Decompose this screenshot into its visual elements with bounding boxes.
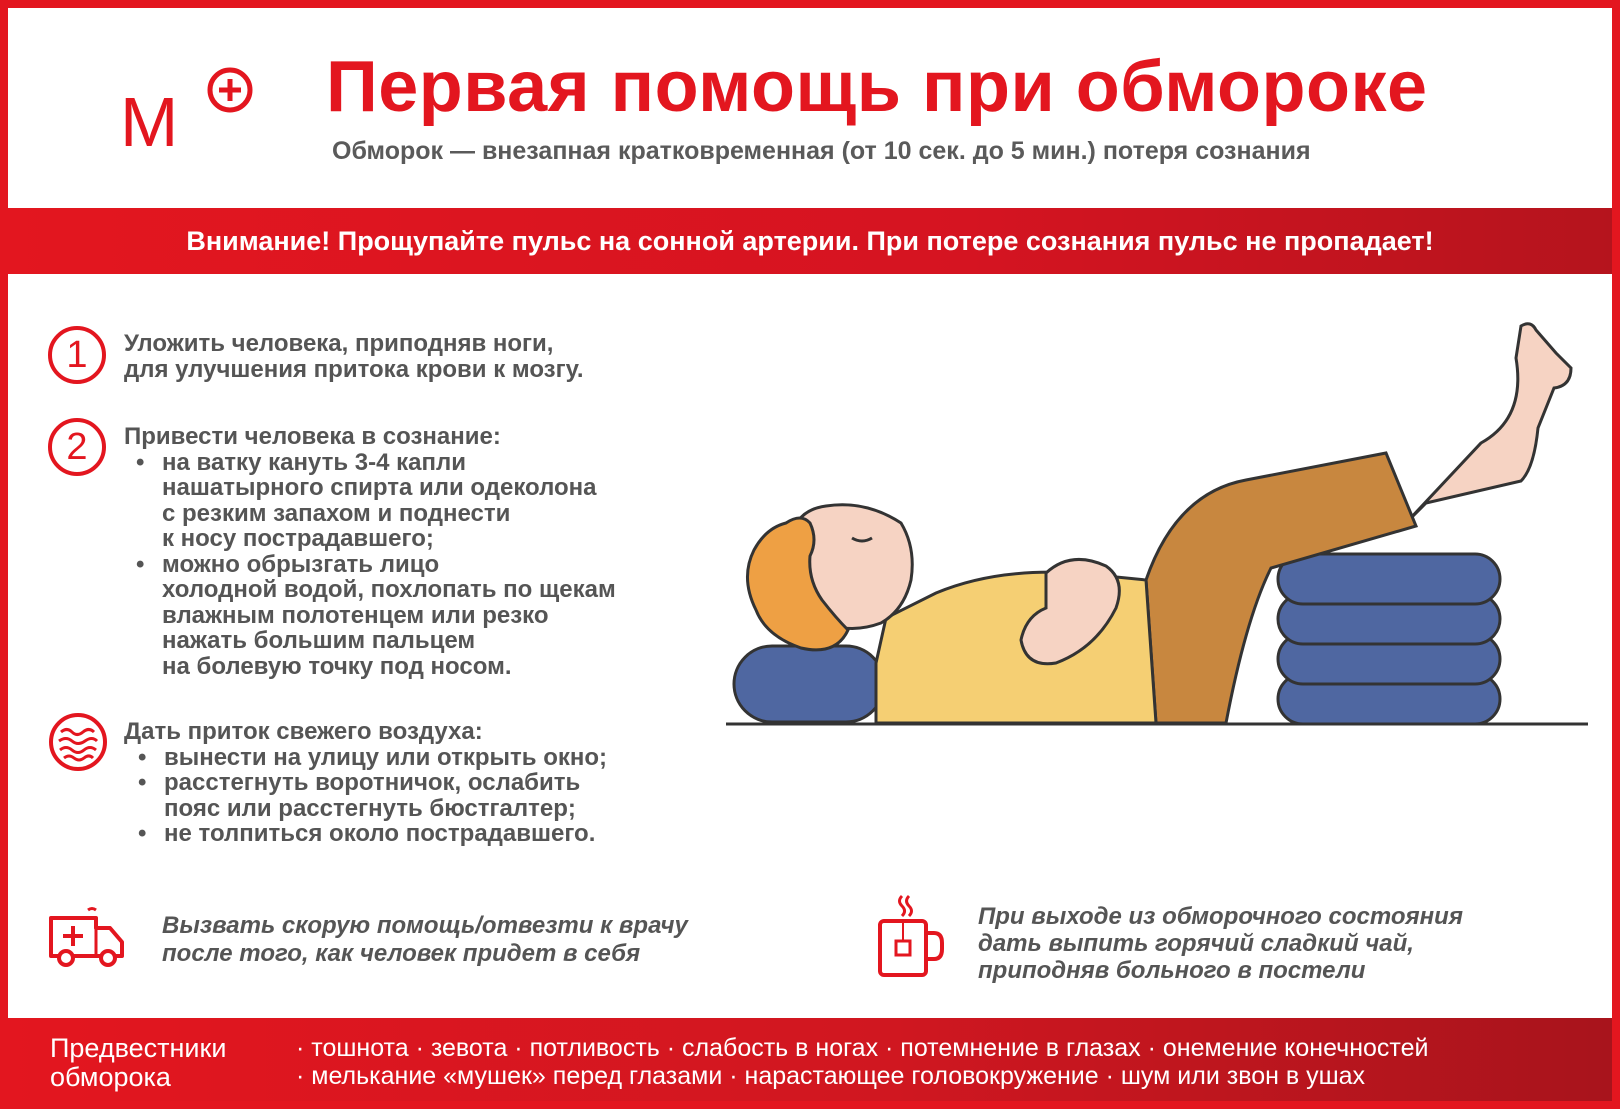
step-1-text [124,331,584,383]
page-subtitle: Обморок — внезапная кратковременная (от 10 сек. до 5 мин.) потеря сознания [332,137,1311,165]
step-3-bullet: • расстегнуть воротничок, ослабить пояс или расстегнуть бюстгалтер; [124,770,607,821]
brand-logo [120,66,270,152]
step-3-text [124,719,607,847]
warning-banner [8,208,1612,274]
step-3-heading: Дать приток свежего воздуха: [124,718,483,745]
step-3-bullet: • не толпиться около пострадавшего. [124,821,607,847]
air-waves-icon [48,712,108,772]
head-pillow [734,646,884,722]
ambulance-note: Вызвать скорую помощь/отвезти к врачу после того, как человек придет в себя [162,912,688,967]
tea-note: При выходе из обморочного состояния дать выпить горячий сладкий чай, приподняв больного в постели [978,903,1463,984]
step-3-bullet: • вынести на улицу или открыть окно; [124,745,607,771]
step-2-bullet: • на ватку кануть 3-4 капли нашатырного спирта или одеколона с резким запахом и поднести к носу пострадавшего; [124,450,616,552]
step-1-line: Уложить человека, приподняв ноги, [124,330,554,357]
logo-letter: M [120,83,179,152]
symptoms-list [296,1034,1428,1090]
footer-title: Предвестники обморока [50,1033,227,1092]
warning-text: Внимание! Прощупайте пульс на сонной артерии. При потере сознания пульс не пропадает! [186,225,1434,256]
symptoms-footer [8,1018,1612,1101]
page-title: Первая помощь при обмороке [326,47,1428,127]
step-2-number-icon: 2 [48,418,106,476]
step-2-bullet: • можно обрызгать лицо холодной водой, похлопать по щекам влажным полотенцем или резко нажать большим пальцем на болевую точку под носом. [124,552,616,680]
leg-foot [1406,324,1571,523]
step-2-heading: Привести человека в сознание: [124,423,501,450]
leg-pillow-stack [1278,554,1500,724]
symptoms-line: · тошнота · зевота · потливость · слабость в ногах · потемнение в глазах · онемение конечностей [296,1034,1429,1062]
step-1-line: для улучшения притока крови к мозгу. [124,356,584,383]
fainting-person-illustration [726,318,1588,738]
tea-mug-icon [876,893,946,979]
symptoms-line: · мелькание «мушек» перед глазами · нарастающее головокружение · шум или звон в ушах [296,1062,1366,1090]
step-1-number-icon: 1 [48,326,106,384]
ambulance-icon [48,906,126,968]
step-2-text [124,424,616,679]
